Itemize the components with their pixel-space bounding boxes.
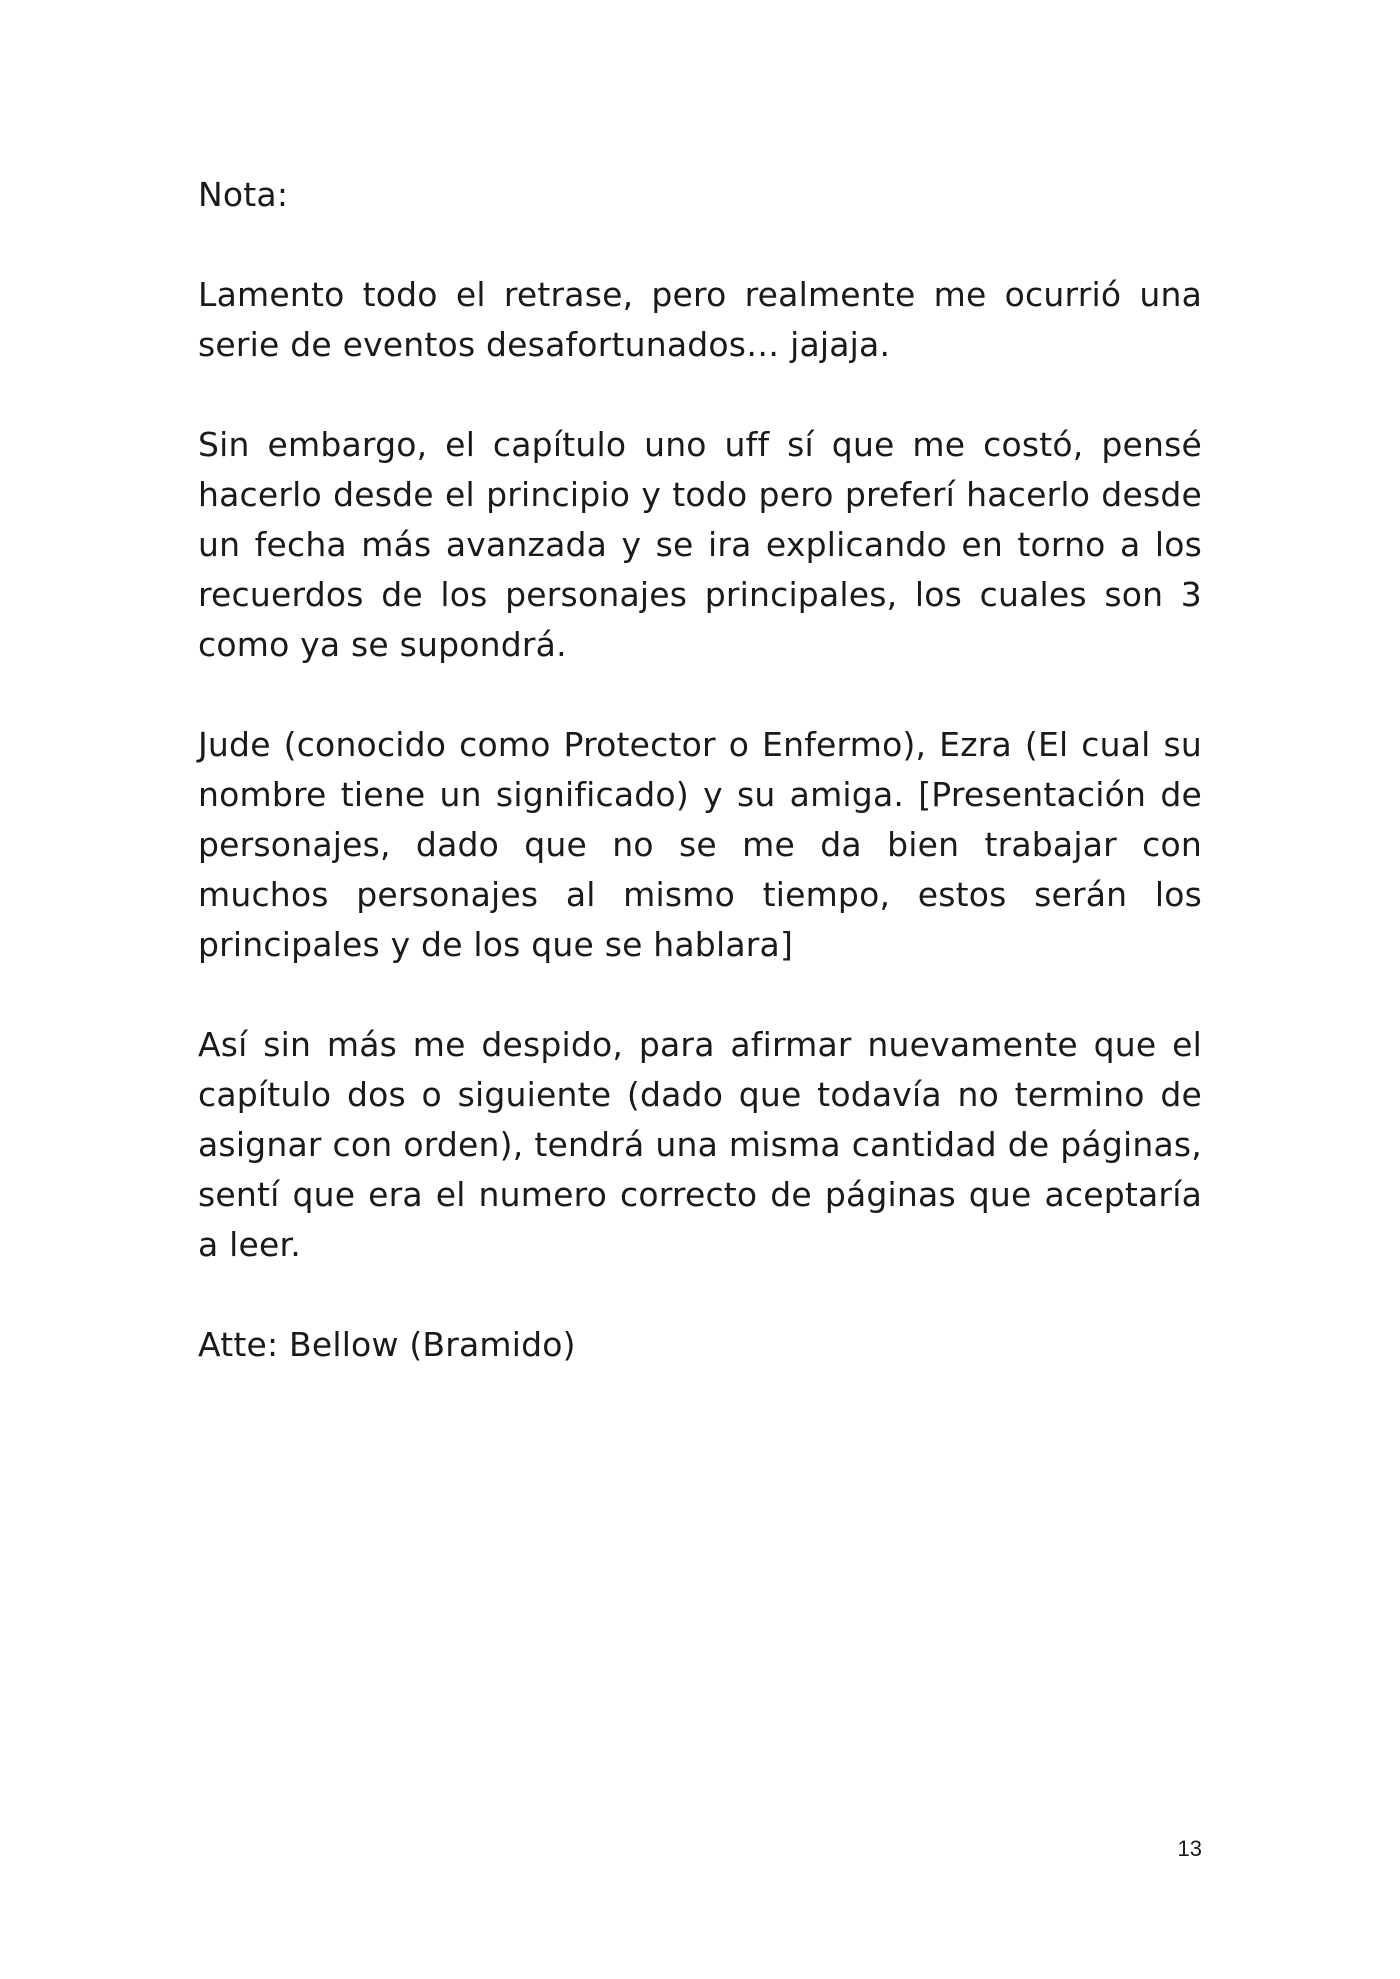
page-number: 13 <box>1177 1836 1202 1861</box>
paragraph-characters: Jude (conocido como Protector o Enfermo), Ezra (El cual su nombre tiene un significado) y su amiga. [Presentación de personajes, dado que no se me da bien trabajar con muchos personajes al mismo tiempo, estos serán los principales y de los que se hablara] <box>198 725 1202 964</box>
paragraph-farewell: Así sin más me despido, para afirmar nuevamente que el capítulo dos o siguiente (dado que todavía no termino de asignar con orden), tendrá una misma cantidad de páginas, sentí que era el numero correcto de páginas que aceptaría a leer. <box>198 1025 1202 1264</box>
signature: Atte: Bellow (Bramido) <box>198 1325 576 1364</box>
note-heading: Nota: <box>198 175 289 214</box>
paragraph-chapter-one: Sin embargo, el capítulo uno uff sí que me costó, pensé hacerlo desde el principio y todo pero preferí hacerlo desde un fecha más avanzada y se ira explicando en torno a los recuerdos de los personajes principales, los cuales son 3 como ya se supondrá. <box>198 425 1202 664</box>
paragraph-apology: Lamento todo el retrase, pero realmente me ocurrió una serie de eventos desafortunados… jajaja. <box>198 275 1202 364</box>
document-body <box>198 170 1202 1420</box>
